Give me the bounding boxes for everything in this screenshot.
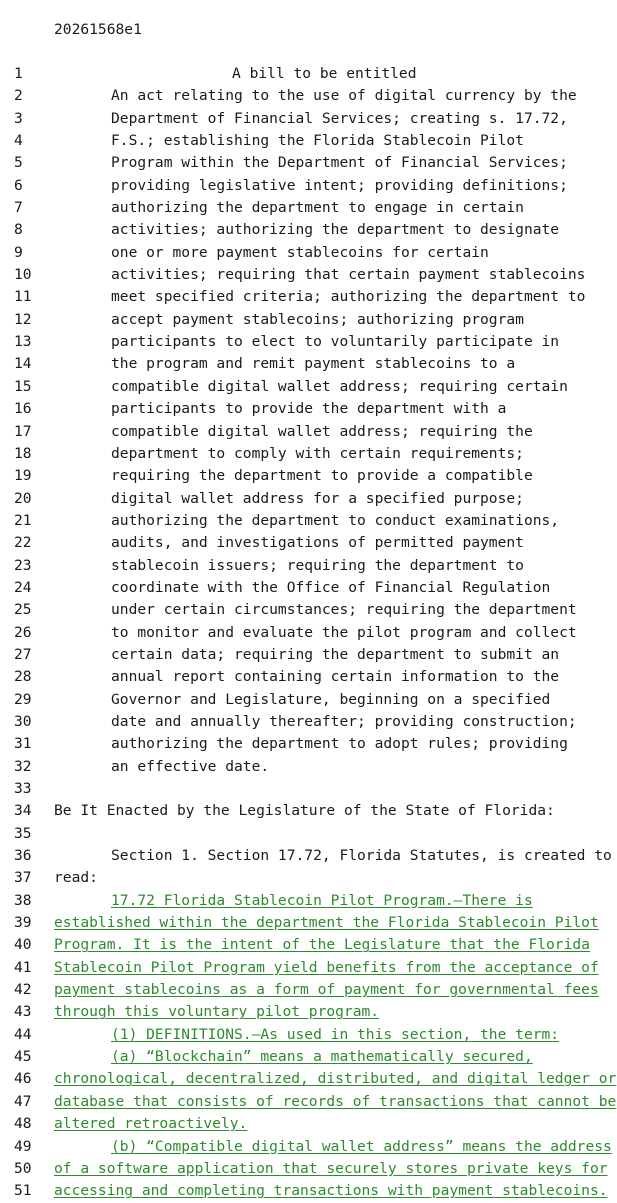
line-text — [111, 130, 587, 152]
line-number: 4 — [14, 132, 23, 150]
bill-line — [0, 1024, 617, 1046]
line-text-content: providing legislative intent; providing definitions; — [111, 176, 568, 194]
line-text-content: Be It Enacted by the Legislature of the State of Florida: — [54, 802, 555, 820]
line-text-content: accept payment stablecoins; authorizing program — [111, 310, 524, 328]
bill-line — [0, 644, 617, 666]
line-text — [111, 85, 587, 107]
line-text — [111, 733, 587, 755]
line-text — [111, 376, 587, 398]
bill-line — [0, 979, 617, 1001]
line-text-content: 17.72 Florida Stablecoin Pilot Program.—There is — [111, 891, 533, 909]
bill-line — [0, 823, 617, 845]
line-number: 48 — [14, 1115, 32, 1133]
bill-line — [0, 1068, 617, 1090]
bill-text-lines — [0, 63, 617, 1203]
line-number: 49 — [14, 1137, 32, 1155]
line-text — [111, 108, 587, 130]
bill-line — [0, 711, 617, 733]
line-text-content: participants to provide the department with a — [111, 400, 507, 418]
line-text — [111, 175, 587, 197]
line-number: 41 — [14, 958, 32, 976]
line-number: 23 — [14, 556, 32, 574]
line-text-content: audits, and investigations of permitted payment — [111, 534, 524, 552]
line-text-content: participants to elect to voluntarily participate in — [111, 333, 560, 351]
line-text-content: An act relating to the use of digital currency by the — [111, 87, 577, 105]
bill-line — [0, 867, 617, 889]
line-text — [232, 63, 587, 85]
line-number: 10 — [14, 266, 32, 284]
line-text-content: Stablecoin Pilot Program yield benefits from the acceptance of — [54, 958, 599, 976]
bill-line — [0, 890, 617, 912]
inserted-text — [111, 1024, 587, 1046]
bill-line — [0, 912, 617, 934]
line-text — [111, 666, 587, 688]
line-number: 19 — [14, 467, 32, 485]
line-text-content: through this voluntary pilot program. — [54, 1003, 380, 1021]
line-text — [111, 845, 612, 867]
line-number: 13 — [14, 333, 32, 351]
bill-line — [0, 353, 617, 375]
line-text-content: read: — [54, 869, 98, 887]
bill-line — [0, 175, 617, 197]
bill-line — [0, 219, 617, 241]
bill-line — [0, 599, 617, 621]
line-number: 11 — [14, 288, 32, 306]
bill-line — [0, 488, 617, 510]
bill-line — [0, 130, 617, 152]
line-text — [111, 421, 587, 443]
bill-line — [0, 1136, 617, 1158]
bill-line — [0, 778, 617, 800]
line-text-content: activities; authorizing the department to designate — [111, 221, 560, 239]
line-number: 2 — [14, 87, 23, 105]
line-text-content: requiring the department to provide a compatible — [111, 467, 533, 485]
line-text — [111, 711, 587, 733]
bill-line — [0, 443, 617, 465]
line-text-content: Program within the Department of Financial Services; — [111, 154, 568, 172]
bill-line — [0, 242, 617, 264]
bill-line — [0, 331, 617, 353]
line-text — [111, 398, 587, 420]
line-text-content: Department of Financial Services; creating s. 17.72, — [111, 109, 568, 127]
line-text-content: (a) “Blockchain” means a mathematically secured, — [111, 1048, 533, 1066]
inserted-text — [54, 979, 599, 1001]
bill-line — [0, 63, 617, 85]
line-number: 3 — [14, 109, 23, 127]
line-number: 15 — [14, 377, 32, 395]
inserted-text — [54, 1091, 617, 1113]
bill-line — [0, 1158, 617, 1180]
line-text-content: of a software application that securely stores private keys for — [54, 1159, 608, 1177]
line-number: 46 — [14, 1070, 32, 1088]
inserted-text — [111, 1046, 587, 1068]
line-number: 20 — [14, 489, 32, 507]
bill-line — [0, 421, 617, 443]
line-number: 31 — [14, 735, 32, 753]
line-number: 9 — [14, 243, 23, 261]
line-number: 18 — [14, 444, 32, 462]
line-text — [54, 800, 587, 822]
line-text — [111, 465, 587, 487]
bill-line — [0, 197, 617, 219]
line-number: 30 — [14, 712, 32, 730]
line-text-content: compatible digital wallet address; requiring certain — [111, 377, 568, 395]
line-text-content: A bill to be entitled — [232, 65, 417, 82]
line-text-content: date and annually thereafter; providing construction; — [111, 712, 577, 730]
line-text — [111, 242, 587, 264]
inserted-text — [111, 890, 587, 912]
line-text-content: chronological, decentralized, distributed, and digital ledger or — [54, 1070, 617, 1088]
bill-line — [0, 510, 617, 532]
bill-line — [0, 689, 617, 711]
line-number: 16 — [14, 400, 32, 418]
line-text — [111, 197, 587, 219]
line-text — [111, 577, 587, 599]
inserted-text — [54, 957, 599, 979]
line-text — [54, 867, 587, 889]
line-text-content: Program. It is the intent of the Legislature that the Florida — [54, 936, 590, 954]
line-text-content: Governor and Legislature, beginning on a specified — [111, 690, 551, 708]
line-number: 21 — [14, 511, 32, 529]
line-text — [111, 555, 587, 577]
bill-line — [0, 1091, 617, 1113]
bill-line — [0, 1046, 617, 1068]
inserted-text — [54, 1001, 587, 1023]
bill-line — [0, 622, 617, 644]
bill-line — [0, 845, 617, 867]
bill-line — [0, 532, 617, 554]
line-text-content: authorizing the department to conduct examinations, — [111, 511, 560, 529]
line-text — [111, 219, 587, 241]
line-number: 36 — [14, 847, 32, 865]
line-text-content: one or more payment stablecoins for certain — [111, 243, 489, 261]
bill-line — [0, 398, 617, 420]
line-number: 50 — [14, 1159, 32, 1177]
line-number: 40 — [14, 936, 32, 954]
inserted-text — [54, 1158, 608, 1180]
line-text-content: payment stablecoins as a form of payment for governmental fees — [54, 981, 599, 999]
line-number: 51 — [14, 1182, 32, 1200]
line-text-content: (b) “Compatible digital wallet address” means the address — [111, 1137, 612, 1155]
line-number: 25 — [14, 601, 32, 619]
line-number: 29 — [14, 690, 32, 708]
line-number: 47 — [14, 1092, 32, 1110]
line-text — [111, 689, 587, 711]
line-text — [111, 488, 587, 510]
inserted-text — [54, 1113, 587, 1135]
line-text-content: under certain circumstances; requiring the department — [111, 601, 577, 619]
inserted-text — [54, 1068, 617, 1090]
bill-line — [0, 309, 617, 331]
line-number: 8 — [14, 221, 23, 239]
line-text-content: Section 1. Section 17.72, Florida Statutes, is created to — [111, 847, 612, 865]
line-text-content: accessing and completing transactions with payment stablecoins. — [54, 1182, 608, 1200]
line-number: 39 — [14, 914, 32, 932]
line-text-content: stablecoin issuers; requiring the department to — [111, 556, 524, 574]
line-text — [111, 309, 587, 331]
bill-line — [0, 376, 617, 398]
line-text-content: activities; requiring that certain payment stablecoins — [111, 266, 586, 284]
line-number: 38 — [14, 891, 32, 909]
bill-line — [0, 957, 617, 979]
line-text — [111, 264, 587, 286]
line-text-content: established within the department the Florida Stablecoin Pilot — [54, 914, 599, 932]
bill-line — [0, 1113, 617, 1135]
bill-line — [0, 756, 617, 778]
line-text-content: an effective date. — [111, 757, 270, 775]
bill-line — [0, 733, 617, 755]
bill-line — [0, 934, 617, 956]
line-text-content: certain data; requiring the department to submit an — [111, 645, 560, 663]
line-text-content: altered retroactively. — [54, 1115, 248, 1133]
line-number: 28 — [14, 668, 32, 686]
line-text-content: compatible digital wallet address; requiring the — [111, 422, 533, 440]
bill-line — [0, 286, 617, 308]
line-text-content: authorizing the department to adopt rules; providing — [111, 735, 568, 753]
inserted-text — [54, 934, 590, 956]
inserted-text — [54, 1180, 608, 1202]
line-text-content: (1) DEFINITIONS.—As used in this section, the term: — [111, 1025, 560, 1043]
line-number: 24 — [14, 578, 32, 596]
line-number: 44 — [14, 1025, 32, 1043]
inserted-text — [111, 1136, 612, 1158]
line-text — [111, 353, 587, 375]
line-text — [111, 443, 587, 465]
line-text — [111, 331, 587, 353]
line-text-content: coordinate with the Office of Financial Regulation — [111, 578, 551, 596]
line-number: 12 — [14, 310, 32, 328]
line-text-content: department to comply with certain requirements; — [111, 444, 524, 462]
line-number: 1 — [14, 65, 23, 82]
line-text-content: authorizing the department to engage in certain — [111, 199, 524, 217]
line-number: 33 — [14, 780, 32, 797]
line-text — [111, 644, 587, 666]
line-text-content: the program and remit payment stablecoins to a — [111, 355, 516, 373]
line-number: 26 — [14, 623, 32, 641]
line-text-content: F.S.; establishing the Florida Stablecoin Pilot — [111, 132, 524, 150]
line-text-content: annual report containing certain information to the — [111, 668, 560, 686]
line-number: 43 — [14, 1003, 32, 1021]
line-text-content: to monitor and evaluate the pilot program and collect — [111, 623, 577, 641]
line-number: 7 — [14, 199, 23, 217]
bill-line — [0, 1180, 617, 1202]
line-text — [111, 756, 587, 778]
line-number: 22 — [14, 534, 32, 552]
line-text-content: digital wallet address for a specified purpose; — [111, 489, 524, 507]
line-text — [111, 510, 587, 532]
inserted-text — [54, 912, 599, 934]
line-text — [111, 286, 587, 308]
bill-line — [0, 85, 617, 107]
line-number: 17 — [14, 422, 32, 440]
line-number: 6 — [14, 176, 23, 194]
line-number: 37 — [14, 869, 32, 887]
line-number: 5 — [14, 154, 23, 172]
bill-line — [0, 152, 617, 174]
line-number: 27 — [14, 645, 32, 663]
bill-line — [0, 555, 617, 577]
line-text-content: meet specified criteria; authorizing the department to — [111, 288, 586, 306]
line-text — [111, 599, 587, 621]
line-number: 42 — [14, 981, 32, 999]
line-number: 14 — [14, 355, 32, 373]
line-number: 32 — [14, 757, 32, 775]
line-text-content: database that consists of records of transactions that cannot be — [54, 1092, 617, 1110]
bill-line — [0, 465, 617, 487]
bill-line — [0, 1001, 617, 1023]
line-text — [111, 532, 587, 554]
bill-line — [0, 666, 617, 688]
line-number: 45 — [14, 1048, 32, 1066]
bill-identifier: 20261568e1 — [54, 21, 142, 38]
line-text — [111, 152, 587, 174]
line-number: 35 — [14, 824, 32, 842]
bill-line — [0, 264, 617, 286]
bill-line — [0, 108, 617, 130]
bill-line — [0, 800, 617, 822]
bill-line — [0, 577, 617, 599]
line-text — [111, 622, 587, 644]
line-number: 34 — [14, 802, 32, 820]
